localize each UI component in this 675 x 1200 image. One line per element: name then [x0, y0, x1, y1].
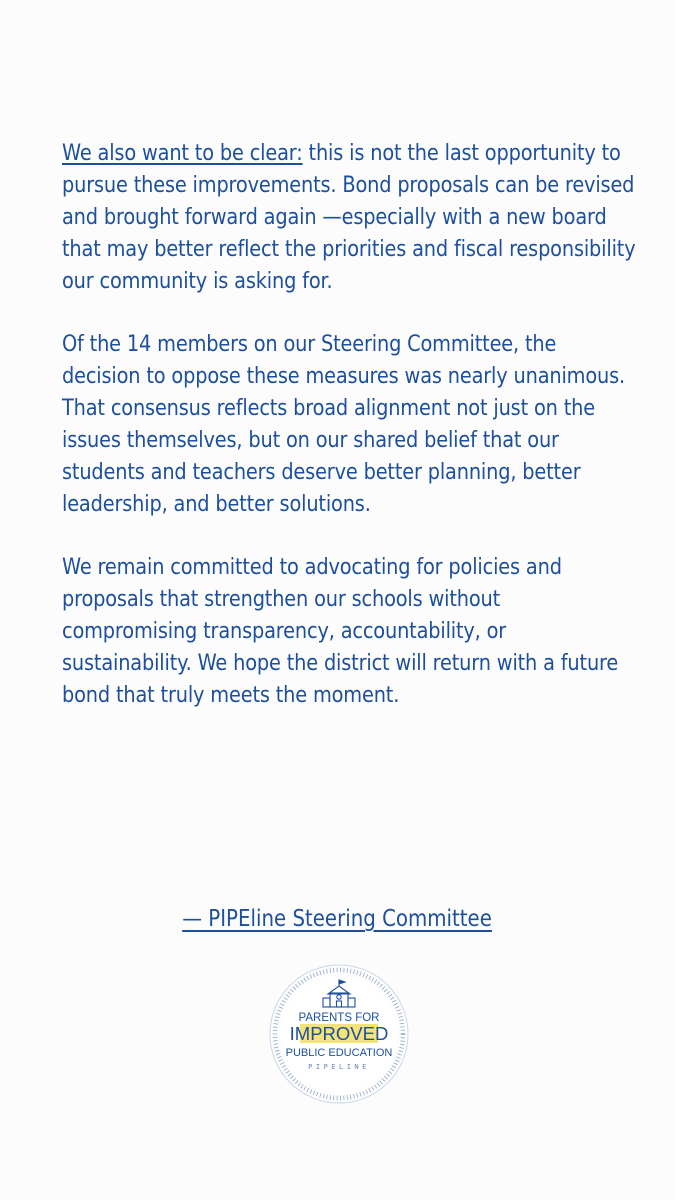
clarification-lead: We also want to be clear:: [62, 140, 303, 166]
statement-body: [62, 137, 637, 742]
clarification-text: this is not the last opportunity to pursue these improvements. Bond proposals can be revised and brought forward again —especially with a new board that may better reflect the priorities and fiscal responsibility our community is asking for.: [62, 140, 636, 294]
logo-line4: PIPELINE: [308, 1063, 370, 1071]
signature: [0, 903, 675, 935]
logo-line3: PUBLIC EDUCATION: [285, 1047, 393, 1059]
logo-line1: PARENTS FOR: [298, 1012, 380, 1024]
signature-text: — PIPEline Steering Committee: [182, 906, 493, 932]
logo-line2: IMPROVED: [289, 1023, 389, 1044]
paragraph-commitment: We remain committed to advocating for policies and proposals that strengthen our schools without compromising transparency, accountability, or sustainability. We hope the district will return with a future bond that truly meets the moment.: [62, 554, 619, 708]
paragraph-consensus: Of the 14 members on our Steering Committee, the decision to oppose these measures was nearly unanimous. That consensus reflects broad alignment not just on the issues themselves, but on our shared belief that our students and teachers deserve better planning, better leadership, and better solutions.: [62, 331, 626, 517]
paragraph-clarification: [62, 137, 636, 297]
pipeline-logo: [268, 963, 410, 1105]
pipeline-logo-graphic: [268, 963, 410, 1105]
